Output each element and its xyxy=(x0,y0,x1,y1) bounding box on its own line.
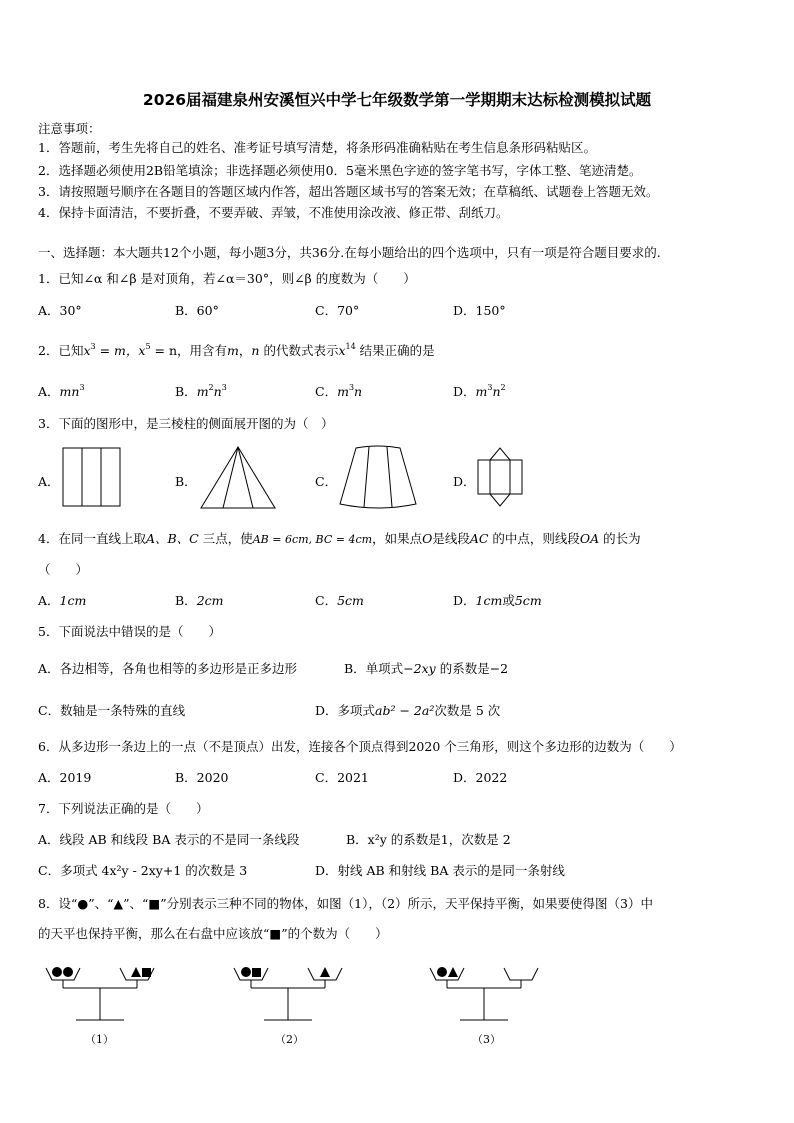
q1-option-a: A．30° xyxy=(38,303,82,318)
q4-text-6: 的长为 xyxy=(599,531,641,546)
q4-point-o: O xyxy=(422,531,433,546)
q2-c-base1: m xyxy=(337,384,349,399)
q3-figure-b-pyramid-net xyxy=(198,445,278,511)
q2-b-base1: m xyxy=(196,384,209,399)
q2-c-exp1: 3 xyxy=(348,383,355,392)
q2-option-a xyxy=(38,380,85,400)
q2-x14-base: x xyxy=(338,343,346,358)
q4-c-label: C． xyxy=(315,593,338,608)
q2-n: n xyxy=(251,343,260,358)
q7-stem: 7．下列说法正确的是（ ） xyxy=(38,801,209,816)
circle-icon xyxy=(241,967,251,977)
q3-option-a: A． xyxy=(38,474,60,489)
q2-x3-exp: 3 xyxy=(90,342,96,351)
q8-balance-figure-1 xyxy=(44,960,174,1030)
q2-m: m xyxy=(227,343,239,358)
q1-option-d: D．150° xyxy=(453,303,506,318)
q3-option-d: D． xyxy=(453,474,476,489)
q5-option-a: A．各边相等，各角也相等的多边形是正多边形 xyxy=(38,661,298,676)
q2-c-label: C． xyxy=(315,384,338,399)
q4-d-value-1: 1cm xyxy=(475,593,503,608)
q7-option-b: B．x²y 的系数是1，次数是 2 xyxy=(346,832,511,847)
q2-a-expr: mn xyxy=(59,384,80,399)
q4-text-1: 4．在同一直线上取 xyxy=(38,531,146,546)
q2-c-base2: n xyxy=(354,384,363,399)
q8-fig2-caption: （2） xyxy=(275,1033,304,1046)
q5-option-c: C．数轴是一条特殊的直线 xyxy=(38,703,186,718)
q1-option-c: C．70° xyxy=(315,303,360,318)
q5-option-d xyxy=(315,703,500,719)
q2-x3-base: x xyxy=(83,343,91,358)
q2-sep: ， xyxy=(238,343,252,358)
q2-d-label: D． xyxy=(453,384,476,399)
q2-text-2: 的代数式表示 xyxy=(259,343,339,358)
q3-figure-d-prism-net xyxy=(476,446,526,510)
q8-stem-line-2: 的天平也保持平衡，那么在右盘中应该放“■”的个数为（ ） xyxy=(38,926,388,941)
q3-figure-a-rectangles xyxy=(62,447,122,509)
q2-b-exp1: 2 xyxy=(208,383,214,392)
q8-fig1-caption: （1） xyxy=(85,1033,114,1046)
q5-d-text-2: 次数是 5 次 xyxy=(434,703,501,718)
triangle-icon xyxy=(320,967,330,977)
q6-option-b: B．2020 xyxy=(175,770,229,785)
q2-x14-exp: 14 xyxy=(345,342,356,351)
q2-d-base2: n xyxy=(492,384,501,399)
notice-item-3: 3．请按照题号顺序在各题目的答题区域内作答，超出答题区域书写的答案无效；在草稿纸、试题卷上答题无效。 xyxy=(38,184,659,199)
square-icon xyxy=(142,968,151,977)
notice-item-1: 1．答题前，考生先将自己的姓名、准考证号填写清楚，将条形码准确粘贴在考生信息条形码粘贴区。 xyxy=(38,140,596,155)
q4-text-4: 是线段 xyxy=(432,531,470,546)
q4-d-or: 或 xyxy=(502,593,515,608)
q4-text-2: 三点，使 xyxy=(198,531,253,546)
exam-title: 2026届福建泉州安溪恒兴中学七年级数学第一学期期末达标检测模拟试题 xyxy=(142,91,652,109)
q5-b-text-2: 的系数是−2 xyxy=(435,661,509,676)
q3-option-b: B． xyxy=(175,474,197,489)
q5-b-text-1: B．单项式 xyxy=(344,661,404,676)
q2-b-exp2: 3 xyxy=(221,383,227,392)
square-icon xyxy=(252,968,261,977)
q7-option-a: A．线段 AB 和线段 BA 表示的不是同一条线段 xyxy=(38,832,300,847)
q3-figure-c-frustum-net xyxy=(338,446,418,512)
q2-text-3: 结果正确的是 xyxy=(355,343,435,358)
triangle-icon xyxy=(448,967,458,977)
q2-d-exp2: 2 xyxy=(500,383,506,392)
q8-stem-line-1: 8．设“●”、“▲”、“■”分别表示三种不同的物体，如图（1），（2）所示，天平保持平衡，如果要使得图（3）中 xyxy=(38,896,653,911)
q2-d-base1: m xyxy=(475,384,488,399)
q4-segment-ac: AC xyxy=(469,531,489,546)
q2-stem xyxy=(38,339,435,359)
q2-eq-n: = n，用含有 xyxy=(150,343,228,358)
q4-a-value: 1cm xyxy=(59,593,87,608)
q4-option-a xyxy=(38,593,86,609)
q3-option-c: C． xyxy=(315,474,338,489)
q2-a-exp: 3 xyxy=(79,383,85,392)
q4-d-value-2: 5cm xyxy=(514,593,542,608)
q4-a-label: A． xyxy=(38,593,60,608)
q4-paren: （ ） xyxy=(38,562,89,577)
q4-text-5: 的中点，则线段 xyxy=(488,531,580,546)
circle-icon xyxy=(437,967,447,977)
q4-option-d xyxy=(453,593,542,609)
circle-icon xyxy=(63,967,73,977)
q4-b-label: B． xyxy=(175,593,197,608)
q4-option-c xyxy=(315,593,364,609)
q5-b-expr: −2xy xyxy=(403,661,436,676)
q6-stem: 6．从多边形一条边上的一点（不是顶点）出发，连接各个顶点得到2020 个三角形，则这个多边形的边数为（ ） xyxy=(38,739,682,754)
q2-a-label: A． xyxy=(38,384,60,399)
q4-text-3: ，如果点 xyxy=(372,531,423,546)
q2-b-label: B． xyxy=(175,384,197,399)
q4-b-value: 2cm xyxy=(196,593,224,608)
q5-option-b xyxy=(344,661,508,677)
q5-stem: 5．下面说法中错误的是（ ） xyxy=(38,624,221,639)
q4-condition: AB = 6cm, BC = 4cm xyxy=(252,533,373,546)
q6-option-d: D．2022 xyxy=(453,770,508,785)
q1-stem: 1．已知∠α 和∠β 是对顶角，若∠α＝30°，则∠β 的度数为（ ） xyxy=(38,271,416,286)
q2-text-1: 2．已知 xyxy=(38,343,84,358)
q4-c-value: 5cm xyxy=(337,593,364,608)
q4-points: A、B、C xyxy=(145,531,199,546)
section-heading: 一、选择题：本大题共12个小题，每小题3分，共36分.在每小题给出的四个选项中，只有一项是符合题目要求的. xyxy=(38,245,661,260)
q4-d-label: D． xyxy=(453,593,476,608)
q5-d-text-1: D．多项式 xyxy=(315,703,376,718)
q2-x5-exp: 5 xyxy=(145,342,151,351)
notice-heading: 注意事项： xyxy=(38,121,101,136)
q4-option-b xyxy=(175,593,224,609)
q1-option-b: B．60° xyxy=(175,303,219,318)
q5-d-expr: ab² − 2a² xyxy=(375,703,435,718)
triangle-icon xyxy=(131,967,141,977)
notice-item-4: 4．保持卡面清洁，不要折叠，不要弄破、弄皱，不准使用涂改液、修正带、刮纸刀。 xyxy=(38,205,509,220)
q2-eq-m: = m， xyxy=(95,343,139,358)
q2-x5-base: x xyxy=(138,343,146,358)
q8-balance-figure-3 xyxy=(428,960,558,1030)
q2-b-base2: n xyxy=(213,384,222,399)
q7-option-c: C．多项式 4x²y - 2xy+1 的次数是 3 xyxy=(38,863,248,878)
q8-fig3-caption: （3） xyxy=(472,1033,501,1046)
circle-icon xyxy=(52,967,62,977)
q6-option-c: C．2021 xyxy=(315,770,369,785)
q8-balance-figure-2 xyxy=(232,960,362,1030)
notice-item-2: 2．选择题必须使用2B铅笔填涂；非选择题必须使用0．5毫米黑色字迹的签字笔书写，字体工整、笔迹清楚。 xyxy=(38,163,642,178)
q2-option-c xyxy=(315,380,362,400)
q4-stem xyxy=(38,531,641,548)
q4-segment-oa: OA xyxy=(579,531,600,546)
q7-option-d: D．射线 AB 和射线 BA 表示的是同一条射线 xyxy=(315,863,565,878)
q2-option-b xyxy=(175,380,227,400)
q3-stem: 3．下面的图形中，是三棱柱的侧面展开图的为（ ） xyxy=(38,416,334,431)
q6-option-a: A．2019 xyxy=(38,770,92,785)
q2-option-d xyxy=(453,380,506,400)
q2-d-exp1: 3 xyxy=(487,383,493,392)
